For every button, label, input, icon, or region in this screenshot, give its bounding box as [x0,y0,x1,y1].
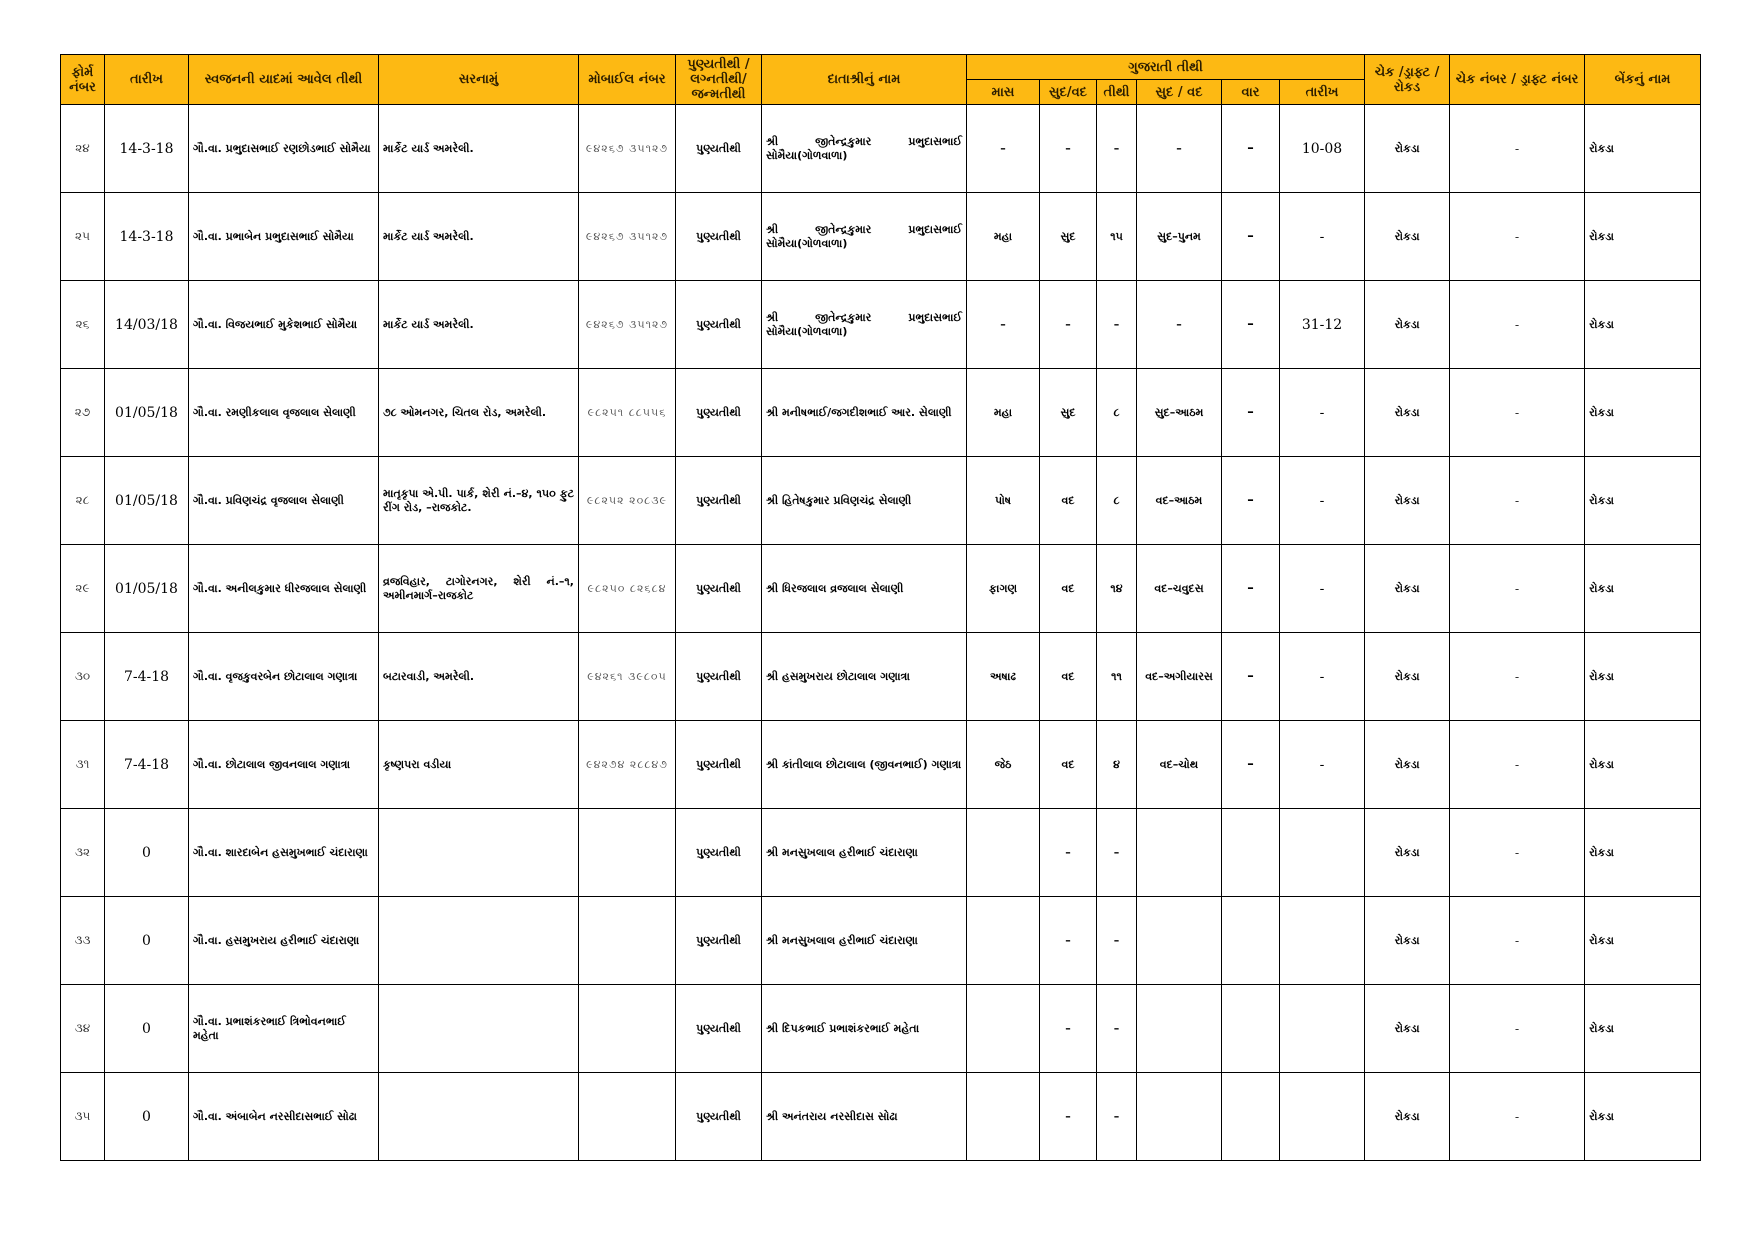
cell-form-no: ૩૩ [61,897,105,985]
cell-cheque-no: - [1450,105,1585,193]
header-month: માસ [967,80,1040,105]
cell-address [379,985,579,1073]
cell-tithi-date: - [1280,721,1365,809]
cell-bank: રોકડા [1585,369,1701,457]
cell-date: 0 [105,985,189,1073]
cell-donor: શ્રી ધિરજલાલ વ્રજલાલ સેલાણી [762,545,967,633]
cell-occasion: પુણ્યતીથી [676,457,762,545]
cell-cheque-no: - [1450,193,1585,281]
cell-sud-vad-2: વદ–ચવુદસ [1137,545,1222,633]
cell-address: માર્કેટ યાર્ડ અમરેલી. [379,105,579,193]
header-sud-vad: સુદ/વદ [1040,80,1097,105]
cell-sud-vad: – [1040,1073,1097,1161]
cell-form-no: ૨૭ [61,369,105,457]
cell-cheque-no: - [1450,281,1585,369]
cell-donor: શ્રી જીતેન્દ્રકુમાર પ્રભુદાસભાઈ સોમૈયા(ગોળવાળા) [762,281,967,369]
header-tithi: તીથી [1097,80,1137,105]
cell-cheque-no: - [1450,369,1585,457]
cell-remembrance: ગૌ.વા. પ્રભાશંકરભાઈ ત્રિભોવનભાઈ મહેતા [189,985,379,1073]
header-date: તારીખ [105,55,189,105]
cell-tithi: – [1097,809,1137,897]
donation-register-sheet [60,54,1701,1161]
cell-tithi: ૧૪ [1097,545,1137,633]
cell-cheque-no: - [1450,1073,1585,1161]
cell-sud-vad-2: વદ–અગીયારસ [1137,633,1222,721]
cell-address: માર્કેટ યાર્ડ અમરેલી. [379,193,579,281]
cell-day [1222,809,1280,897]
cell-tithi: – [1097,1073,1137,1161]
header-tithi-date: તારીખ [1280,80,1365,105]
cell-day [1222,1073,1280,1161]
table-header [61,55,1701,105]
cell-payment-mode: રોકડા [1365,1073,1450,1161]
table-row [61,897,1701,985]
cell-sud-vad: વદ [1040,721,1097,809]
cell-tithi-date [1280,1073,1365,1161]
cell-date: 01/05/18 [105,369,189,457]
cell-payment-mode: રોકડા [1365,721,1450,809]
header-remembrance: સ્વજનની યાદમાં આવેલ તીથી [189,55,379,105]
cell-occasion: પુણ્યતીથી [676,633,762,721]
cell-bank: રોકડા [1585,721,1701,809]
cell-month [967,897,1040,985]
cell-address: ૭૮ ઓમનગર, ચિતલ રોડ, અમરેલી. [379,369,579,457]
cell-bank: રોકડા [1585,985,1701,1073]
cell-address [379,1073,579,1161]
cell-tithi: – [1097,985,1137,1073]
cell-form-no: ૩૨ [61,809,105,897]
cell-tithi: – [1097,105,1137,193]
cell-payment-mode: રોકડા [1365,105,1450,193]
cell-tithi: ૧૫ [1097,193,1137,281]
cell-tithi-date: 10-08 [1280,105,1365,193]
cell-day: – [1222,193,1280,281]
header-address: સરનામું [379,55,579,105]
table-row [61,633,1701,721]
cell-date: 14/03/18 [105,281,189,369]
header-day: વાર [1222,80,1280,105]
cell-tithi-date: - [1280,369,1365,457]
cell-day [1222,897,1280,985]
cell-remembrance: ગૌ.વા. પ્રવિણચંદ્ર વૃજલાલ સેલાણી [189,457,379,545]
cell-date: 7-4-18 [105,721,189,809]
cell-mobile: ૯૪૨૭૪ ૨૮૮૪૭ [579,721,676,809]
cell-payment-mode: રોકડા [1365,457,1450,545]
cell-month: અષાઢ [967,633,1040,721]
cell-month: પોષ [967,457,1040,545]
cell-sud-vad-2: સુદ–પુનમ [1137,193,1222,281]
cell-tithi-date: 31-12 [1280,281,1365,369]
cell-sud-vad: – [1040,281,1097,369]
cell-day: – [1222,281,1280,369]
cell-tithi: ૮ [1097,369,1137,457]
cell-occasion: પુણ્યતીથી [676,721,762,809]
cell-tithi: ૮ [1097,457,1137,545]
table-body [61,105,1701,1161]
cell-day: – [1222,545,1280,633]
cell-sud-vad-2 [1137,985,1222,1073]
cell-occasion: પુણ્યતીથી [676,369,762,457]
header-gujarati-tithi: ગુજરાતી તીથી [967,55,1365,80]
cell-month: – [967,105,1040,193]
header-mobile: મોબાઈલ નંબર [579,55,676,105]
cell-month: મહા [967,193,1040,281]
cell-address: બટારવાડી, અમરેલી. [379,633,579,721]
cell-occasion: પુણ્યતીથી [676,1073,762,1161]
cell-payment-mode: રોકડા [1365,369,1450,457]
cell-tithi: – [1097,897,1137,985]
cell-month: – [967,281,1040,369]
cell-month: ફાગણ [967,545,1040,633]
table-row [61,281,1701,369]
cell-day: – [1222,457,1280,545]
cell-occasion: પુણ્યતીથી [676,281,762,369]
cell-payment-mode: રોકડા [1365,985,1450,1073]
cell-remembrance: ગૌ.વા. અનીલકુમાર ધીરજલાલ સેલાણી [189,545,379,633]
table-row [61,985,1701,1073]
cell-mobile: ૯૮૨૫૦ ૮૨૬૮૪ [579,545,676,633]
cell-remembrance: ગૌ.વા. રમણીકલાલ વૃજલાલ સેલાણી [189,369,379,457]
cell-payment-mode: રોકડા [1365,193,1450,281]
cell-form-no: ૨૮ [61,457,105,545]
cell-day: – [1222,369,1280,457]
cell-date: 14-3-18 [105,105,189,193]
cell-bank: રોકડા [1585,457,1701,545]
cell-sud-vad: સુદ [1040,369,1097,457]
cell-remembrance: ગૌ.વા. વૃજકુવરબેન છોટાલાલ ગણાત્રા [189,633,379,721]
cell-bank: રોકડા [1585,897,1701,985]
cell-mobile: ૯૪૨૬૭ ૩૫૧૨૭ [579,281,676,369]
cell-tithi-date: - [1280,193,1365,281]
cell-payment-mode: રોકડા [1365,809,1450,897]
cell-mobile: ૯૪૨૬૭ ૩૫૧૨૭ [579,193,676,281]
cell-form-no: ૩૫ [61,1073,105,1161]
cell-sud-vad: – [1040,897,1097,985]
cell-cheque-no: - [1450,985,1585,1073]
cell-sud-vad-2: વદ–ચોથ [1137,721,1222,809]
cell-remembrance: ગૌ.વા. વિજયભાઈ મુકેશભાઈ સોમૈયા [189,281,379,369]
cell-bank: રોકડા [1585,809,1701,897]
cell-remembrance: ગૌ.વા. પ્રભાબેન પ્રભુદાસભાઈ સોમૈયા [189,193,379,281]
cell-day: – [1222,721,1280,809]
cell-sud-vad-2: – [1137,281,1222,369]
table-row [61,193,1701,281]
cell-cheque-no: - [1450,809,1585,897]
cell-remembrance: ગૌ.વા. હસમુખરાય હરીભાઈ ચંદારાણા [189,897,379,985]
cell-mobile: ૯૪૨૬૭ ૩૫૧૨૭ [579,105,676,193]
cell-mobile: ૯૮૨૫૨ ૨૦૮૩૯ [579,457,676,545]
cell-bank: રોકડા [1585,1073,1701,1161]
cell-donor: શ્રી મનીષભાઈ/જગદીશભાઈ આર. સેલાણી [762,369,967,457]
cell-tithi-date: - [1280,457,1365,545]
cell-occasion: પુણ્યતીથી [676,105,762,193]
cell-remembrance: ગૌ.વા. પ્રભુદાસભાઈ રણછોડભાઈ સોમૈયા [189,105,379,193]
cell-address [379,897,579,985]
cell-date: 0 [105,809,189,897]
cell-payment-mode: રોકડા [1365,897,1450,985]
cell-occasion: પુણ્યતીથી [676,193,762,281]
cell-month [967,809,1040,897]
cell-remembrance: ગૌ.વા. છોટાલાલ જીવનલાલ ગણાત્રા [189,721,379,809]
cell-sud-vad: વદ [1040,457,1097,545]
cell-month: મહા [967,369,1040,457]
cell-tithi: ૧૧ [1097,633,1137,721]
cell-sud-vad: – [1040,985,1097,1073]
cell-form-no: ૨૪ [61,105,105,193]
cell-cheque-no: - [1450,457,1585,545]
cell-donor: શ્રી મનસુખલાલ હરીભાઈ ચંદારાણા [762,897,967,985]
cell-remembrance: ગૌ.વા. શારદાબેન હસમુખભાઈ ચંદારાણા [189,809,379,897]
cell-form-no: ૩૦ [61,633,105,721]
cell-payment-mode: રોકડા [1365,633,1450,721]
cell-tithi: – [1097,281,1137,369]
cell-bank: રોકડા [1585,281,1701,369]
cell-donor: શ્રી હસમુખરાય છોટાલાલ ગણાત્રા [762,633,967,721]
cell-tithi-date [1280,897,1365,985]
table-row [61,369,1701,457]
header-occasion: પુણ્યતીથી / લગ્નતીથી/ જન્મતીથી [676,55,762,105]
cell-donor: શ્રી અનંતરાય નરસીદાસ સોઢા [762,1073,967,1161]
cell-mobile [579,809,676,897]
cell-date: 01/05/18 [105,545,189,633]
cell-sud-vad-2 [1137,897,1222,985]
cell-sud-vad: સુદ [1040,193,1097,281]
header-cheque-no: ચેક નંબર / ડ્રાફ્ટ નંબર [1450,55,1585,105]
cell-donor: શ્રી હિતેષકુમાર પ્રવિણચંદ્ર સેલાણી [762,457,967,545]
table-row [61,721,1701,809]
header-cheque-draft: ચેક /ડ્રાફ્ટ / રોકડ [1365,55,1450,105]
cell-form-no: ૩૪ [61,985,105,1073]
cell-donor: શ્રી દિપકભાઈ પ્રભાશંકરભાઈ મહેતા [762,985,967,1073]
cell-cheque-no: - [1450,633,1585,721]
cell-month [967,1073,1040,1161]
cell-occasion: પુણ્યતીથી [676,545,762,633]
cell-occasion: પુણ્યતીથી [676,985,762,1073]
cell-bank: રોકડા [1585,633,1701,721]
header-donor: દાતાશ્રીનું નામ [762,55,967,105]
cell-date: 14-3-18 [105,193,189,281]
header-form-no: ફોર્મ નંબર [61,55,105,105]
cell-donor: શ્રી મનસુખલાલ હરીભાઈ ચંદારાણા [762,809,967,897]
cell-cheque-no: - [1450,545,1585,633]
cell-payment-mode: રોકડા [1365,281,1450,369]
cell-day: – [1222,633,1280,721]
cell-address [379,809,579,897]
cell-date: 01/05/18 [105,457,189,545]
cell-month: જેઠ [967,721,1040,809]
cell-address: માતૃકૃપા એ.પી. પાર્ક, શેરી નં.–૪, ૧૫૦ ફુટ રીંગ રોડ, –રાજકોટ. [379,457,579,545]
cell-remembrance: ગૌ.વા. અંબાબેન નરસીદાસભાઈ સોઢા [189,1073,379,1161]
cell-donor: શ્રી જીતેન્દ્રકુમાર પ્રભુદાસભાઈ સોમૈયા(ગોળવાળા) [762,193,967,281]
cell-mobile [579,1073,676,1161]
cell-mobile: ૯૪૨૬૧ ૩૯૮૦૫ [579,633,676,721]
cell-form-no: ૨૫ [61,193,105,281]
cell-occasion: પુણ્યતીથી [676,809,762,897]
cell-bank: રોકડા [1585,105,1701,193]
table-row [61,545,1701,633]
cell-sud-vad: – [1040,105,1097,193]
cell-donor: શ્રી કાંતીલાલ છોટાલાલ (જીવનભાઈ) ગણાત્રા [762,721,967,809]
cell-sud-vad-2: – [1137,105,1222,193]
donation-register-table [60,54,1701,1161]
cell-sud-vad-2 [1137,809,1222,897]
cell-tithi: ૪ [1097,721,1137,809]
cell-form-no: ૩૧ [61,721,105,809]
cell-day [1222,985,1280,1073]
cell-address: વ્રજવિહાર, ટાગોરનગર, શેરી નં.–૧, અમીનમાર્ગ–રાજકોટ [379,545,579,633]
cell-sud-vad: વદ [1040,545,1097,633]
cell-occasion: પુણ્યતીથી [676,897,762,985]
cell-cheque-no: - [1450,897,1585,985]
cell-form-no: ૨૯ [61,545,105,633]
cell-sud-vad-2: વદ–આઠમ [1137,457,1222,545]
cell-date: 0 [105,1073,189,1161]
table-row [61,809,1701,897]
cell-tithi-date: - [1280,633,1365,721]
cell-cheque-no: - [1450,721,1585,809]
table-row [61,457,1701,545]
cell-bank: રોકડા [1585,545,1701,633]
cell-sud-vad-2 [1137,1073,1222,1161]
cell-date: 0 [105,897,189,985]
cell-address: કૃષ્ણપરા વડીયા [379,721,579,809]
cell-sud-vad-2: સુદ–આઠમ [1137,369,1222,457]
cell-tithi-date [1280,985,1365,1073]
header-sud-vad-2: સુદ / વદ [1137,80,1222,105]
cell-day: – [1222,105,1280,193]
cell-mobile: ૯૮૨૫૧ ૮૮૫૫૬ [579,369,676,457]
cell-donor: શ્રી જીતેન્દ્રકુમાર પ્રભુદાસભાઈ સોમૈયા(ગોળવાળા) [762,105,967,193]
cell-mobile [579,897,676,985]
cell-date: 7-4-18 [105,633,189,721]
cell-form-no: ૨૬ [61,281,105,369]
cell-payment-mode: રોકડા [1365,545,1450,633]
table-row [61,105,1701,193]
cell-mobile [579,985,676,1073]
cell-sud-vad: વદ [1040,633,1097,721]
cell-sud-vad: – [1040,809,1097,897]
cell-tithi-date: - [1280,545,1365,633]
cell-month [967,985,1040,1073]
cell-bank: રોકડા [1585,193,1701,281]
cell-address: માર્કેટ યાર્ડ અમરેલી. [379,281,579,369]
cell-tithi-date [1280,809,1365,897]
table-row [61,1073,1701,1161]
header-bank: બેંકનું નામ [1585,55,1701,105]
